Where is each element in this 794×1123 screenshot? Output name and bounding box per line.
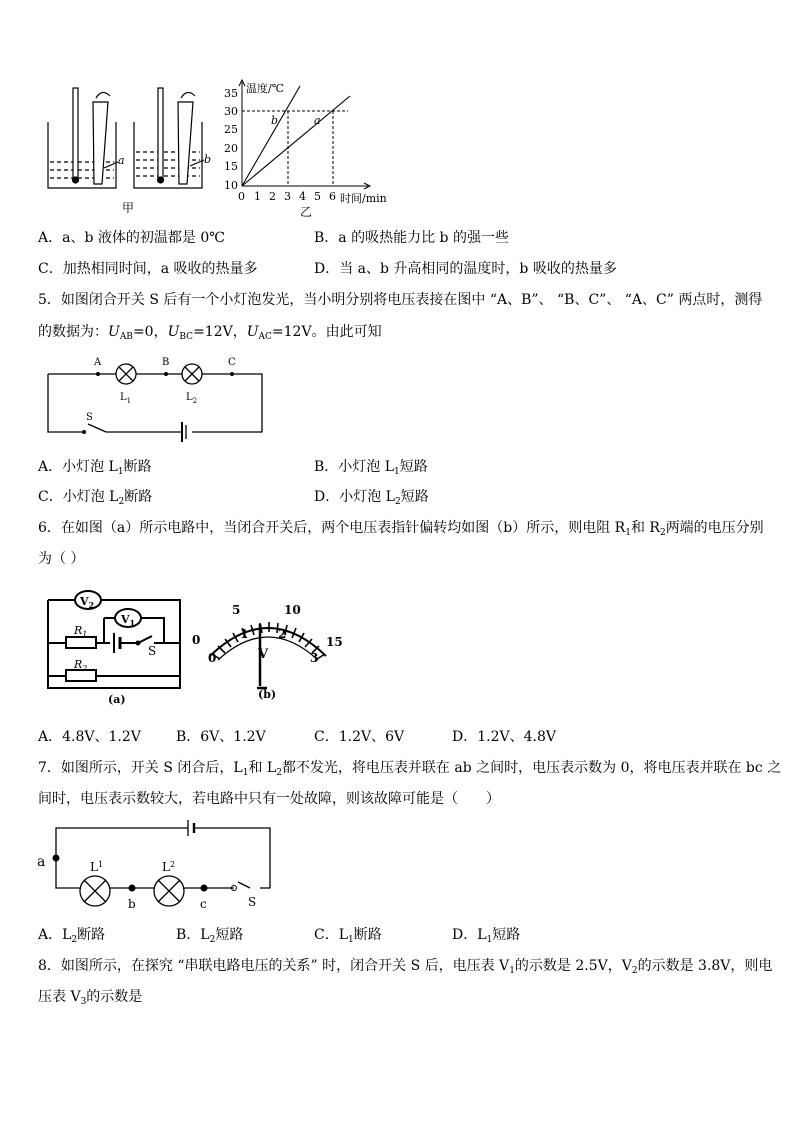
- q5-option-c: C．小灯泡 $L_2$断路: [38, 489, 153, 507]
- q4-option-a: A．a、b 液体的初温都是 0℃: [38, 230, 225, 246]
- q8-stem-line2: 压表 $V_3$的示数是: [38, 989, 143, 1007]
- dial-outer-tick: 10: [284, 603, 301, 617]
- lamp-l2-label: $L^2$: [162, 860, 176, 874]
- temperature-time-graph: [224, 80, 387, 219]
- q6-stem-line1: 6．在如图（a）所示电路中，当闭合开关后，两个电压表指针偏转均如图（b）所示，则电阻 $R_1$和 $R_2$两端的电压分别: [38, 520, 764, 538]
- x-tick: 0: [238, 190, 245, 203]
- line-b-label: b: [271, 114, 279, 127]
- q7-stem-line2: 间时，电压表示数较大，若电路中只有一处故障，则该故障可能是（ ）: [38, 791, 500, 807]
- figure-yi-label: 乙: [300, 205, 313, 219]
- y-tick: 35: [224, 87, 238, 100]
- y-axis-label: 温度/℃: [246, 82, 285, 95]
- line-a: [242, 96, 350, 186]
- x-tick: 1: [254, 190, 261, 203]
- dial-outer-tick: 5: [232, 603, 241, 617]
- dial-outer-tick: 15: [326, 635, 343, 649]
- heating-figure: [38, 80, 387, 220]
- line-a-label: a: [314, 114, 321, 127]
- dial-inner-tick: 1: [240, 627, 249, 641]
- lamp-l1-label: $L^1$: [90, 860, 104, 874]
- q6-option-a: A．4.8V、1.2V: [38, 729, 141, 745]
- q4-option-d: D．当 a、b 升高相同的温度时，b 吸收的热量多: [314, 261, 617, 277]
- switch-s-label: S: [86, 412, 93, 423]
- x-tick: 6: [329, 190, 336, 203]
- y-tick: 20: [224, 142, 238, 155]
- dial-inner-tick: 2: [278, 627, 287, 641]
- resistor-r1-label: $R_1$: [74, 624, 88, 639]
- x-axis-label: 时间/min: [340, 192, 387, 205]
- y-tick: 25: [224, 123, 238, 136]
- switch-s-label: S: [248, 895, 257, 909]
- figure-jia-label: 甲: [122, 201, 135, 215]
- q6-option-c: C．1.2V、6V: [314, 729, 405, 745]
- q7-circuit-diagram: [34, 818, 280, 914]
- x-tick: 5: [314, 190, 321, 203]
- beaker-b-diagram: [134, 88, 204, 188]
- point-b-label: B: [162, 357, 170, 368]
- beaker-b-label: b: [204, 153, 212, 166]
- point-b-label: b: [128, 897, 136, 911]
- q5-stem-line1: 5．如图闭合开关 S 后有一个小灯泡发光，当小明分别将电压表接在图中 “A、B”、 “B、C”、 “A、C” 两点时，测得: [38, 292, 763, 308]
- q4-option-c: C．加热相同时间，a 吸收的热量多: [38, 261, 258, 277]
- y-tick: 30: [224, 105, 238, 118]
- dial-unit-label: V: [258, 647, 269, 662]
- dial-inner-tick: 0: [208, 651, 217, 665]
- point-a-label: a: [37, 854, 46, 870]
- x-tick: 4: [299, 190, 306, 203]
- q5-stem-line2: 的数据为：$U_{AB}=0$，$U_{BC}=12V$，$U_{AC}=12V$。由此可知: [38, 324, 382, 342]
- dial-inner-tick: 3: [310, 651, 319, 665]
- resistor-r2-label: $R_2$: [74, 658, 88, 673]
- x-tick: 2: [269, 190, 276, 203]
- dial-outer-tick: 0: [192, 633, 201, 647]
- q5-option-b: B．小灯泡 $L_1$短路: [314, 459, 428, 477]
- q4-option-b: B．a 的吸热能力比 b 的强一些: [314, 230, 509, 246]
- x-tick: 3: [284, 190, 291, 203]
- q5-circuit-diagram: [44, 352, 268, 440]
- q7-option-d: D．$L_1$短路: [452, 927, 521, 945]
- lamp-l2-label: $L_2$: [186, 392, 198, 405]
- q6-option-b: B．6V、1.2V: [176, 729, 266, 745]
- switch-s-label: S: [148, 644, 157, 658]
- q7-option-a: A．$L_2$断路: [38, 927, 106, 945]
- q6-option-d: D．1.2V、4.8V: [452, 729, 556, 745]
- q6-circuit-a: [44, 588, 186, 710]
- figure-b-caption: (b): [258, 688, 277, 701]
- point-c-label: c: [200, 897, 207, 911]
- line-b: [242, 86, 300, 186]
- q6-stem-line2: 为（ ）: [38, 551, 85, 567]
- beaker-a-diagram: [48, 88, 118, 188]
- y-tick: 15: [224, 160, 238, 173]
- q6-voltmeter-dial-b: [188, 598, 348, 700]
- figure-a-caption: (a): [108, 693, 126, 706]
- point-c-label: C: [228, 357, 236, 368]
- point-a-label: A: [94, 357, 102, 368]
- y-tick: 10: [224, 179, 238, 192]
- voltmeter-v1-label: $V_1$: [121, 613, 136, 628]
- q5-option-d: D．小灯泡 $L_2$短路: [314, 489, 429, 507]
- q5-option-a: A．小灯泡 $L_1$断路: [38, 459, 152, 477]
- q8-stem-line1: 8．如图所示，在探究 “串联电路电压的关系” 时，闭合开关 S 后，电压表 $V_1$的示数是 2.5V，$V_2$的示数是 3.8V，则电: [38, 958, 773, 976]
- q7-option-c: C．$L_1$断路: [314, 927, 382, 945]
- voltmeter-v2-label: $V_2$: [80, 595, 95, 610]
- lamp-l1-label: $L_1$: [120, 392, 132, 405]
- q7-stem-line1: 7．如图所示，开关 S 闭合后，$L_1$和 $L_2$都不发光，将电压表并联在 ab 之间时，电压表示数为 0，将电压表并联在 bc 之: [38, 760, 782, 778]
- beaker-a-label: a: [118, 154, 125, 167]
- q7-option-b: B．$L_2$短路: [176, 927, 244, 945]
